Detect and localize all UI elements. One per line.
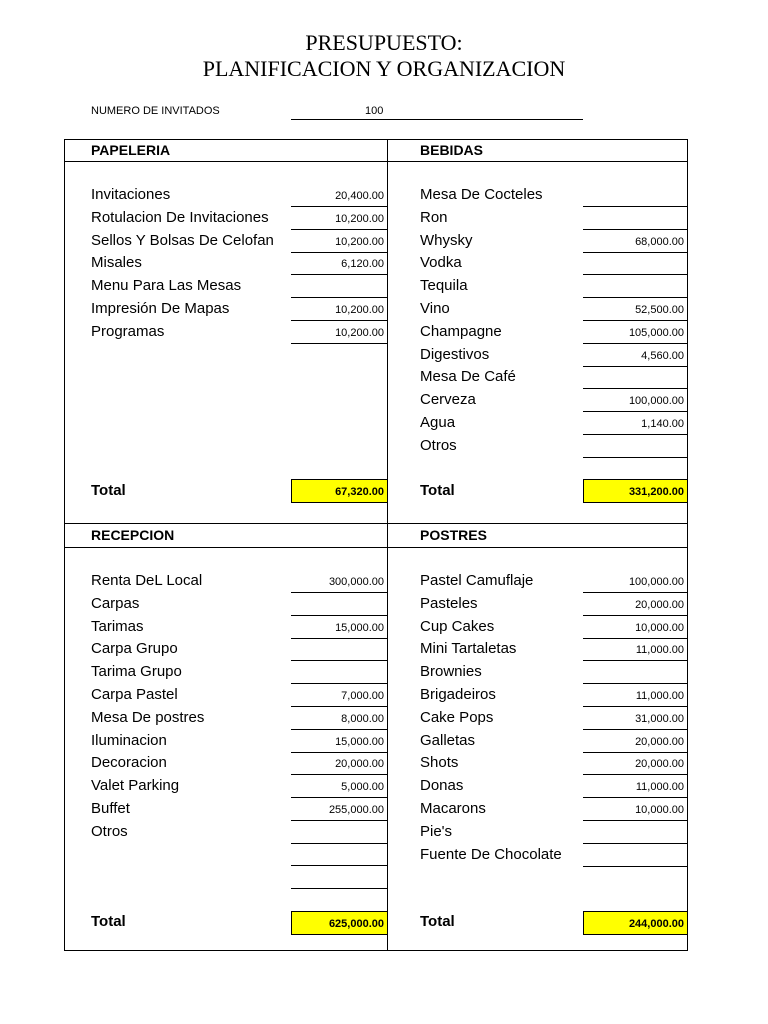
postres-item-label: Fuente De Chocolate [420,845,562,863]
postres-item-value: 11,000.00 [635,644,684,657]
bebidas-item-label: Digestivos [420,345,490,363]
bebidas-item-value: 52,500.00 [635,304,684,316]
recepcion-item-underline [291,615,387,616]
recepcion-item-underline [291,729,387,730]
table-top-border [64,139,688,140]
page-title: PRESUPUESTO: [305,30,463,55]
postres-item-underline [583,683,687,684]
bebidas-item-underline [583,320,687,321]
table-right-border [687,139,688,951]
blank-row-line [291,865,387,866]
recepcion-item-label: Valet Parking [91,777,180,795]
papeleria-item-label: Programas [91,322,165,340]
postres-item-label: Shots [420,754,459,772]
recepcion-item-value: 8,000.00 [341,712,384,725]
postres-item-label: Cake Pops [420,708,494,726]
bebidas-item-value: 68,000.00 [635,235,684,248]
postres-item-label: Brownies [420,663,482,681]
recepcion-item-underline [291,843,387,844]
recepcion-item-underline [291,683,387,684]
postres-item-value: 20,000.00 [635,598,684,611]
recepcion-item-value: 5,000.00 [341,781,384,794]
recepcion-item-value: 20,000.00 [335,758,384,771]
postres-item-label: Galletas [420,731,476,749]
recepcion-item-label: Buffet [91,800,130,817]
recepcion-item-underline [291,592,387,593]
postres-item-label: Cup Cakes [420,617,495,635]
papeleria-item-value: 10,200.00 [335,326,384,339]
recepcion-item-label: Mesa De postres [91,708,205,726]
recepcion-item-value: 15,000.00 [335,621,384,634]
recepcion-item-label: Renta DeL Local [91,572,203,589]
papeleria-item-underline [291,206,387,207]
header-separator-top [64,161,688,162]
recepcion-item-label: Tarimas [91,617,144,635]
bebidas-item-underline [583,457,687,458]
postres-item-label: Pastel Camuflaje [420,572,534,589]
postres-item-value: 31,000.00 [635,712,684,725]
bebidas-item-value: 105,000.00 [628,326,684,339]
bebidas-item-label: Whysky [420,231,473,249]
postres-item-label: Macarons [420,800,486,817]
papeleria-item-label: Sellos Y Bolsas De Celofan [91,231,274,249]
postres-item-value: 20,000.00 [635,735,684,748]
recepcion-item-value: 15,000.00 [335,735,384,748]
postres-item-underline [583,660,687,661]
papeleria-item-label: Rotulacion De Invitaciones [91,208,269,226]
recepcion-item-value: 300,000.00 [328,576,384,588]
postres-item-underline [583,752,687,753]
papeleria-item-value: 10,200.00 [335,304,384,316]
postres-item-value: 100,000.00 [628,576,684,588]
postres-item-underline [583,843,687,844]
papeleria-item-value: 20,400.00 [335,190,384,202]
recepcion-item-label: Tarima Grupo [91,663,182,681]
papeleria-item-underline [291,229,387,230]
bebidas-item-value: 1,140.00 [641,418,684,430]
papeleria-item-underline [291,320,387,321]
recepcion-header: RECEPCION [91,527,175,543]
recepcion-item-underline [291,638,387,639]
bebidas-item-label: Mesa De Café [420,368,516,386]
bebidas-item-label: Tequila [420,277,468,295]
recepcion-item-value: 7,000.00 [341,690,384,702]
papeleria-item-value: 6,120.00 [341,258,384,271]
recepcion-total-box [291,911,388,935]
papeleria-item-underline [291,274,387,275]
bebidas-total-value: 331,200.00 [628,486,684,498]
bebidas-item-label: Champagne [420,322,502,340]
papeleria-total-box [291,479,388,503]
bebidas-item-underline [583,206,687,207]
postres-item-underline [583,820,687,821]
postres-item-value: 11,000.00 [635,690,684,702]
postres-item-underline [583,706,687,707]
bebidas-item-label: Ron [420,208,448,226]
bebidas-item-underline [583,229,687,230]
header-separator-bottom [64,547,688,548]
bebidas-item-label: Vino [420,300,450,317]
bebidas-item-underline [583,411,687,412]
papeleria-header: PAPELERIA [91,142,171,158]
recepcion-item-value: 255,000.00 [328,804,384,816]
postres-item-value: 20,000.00 [635,758,684,771]
bebidas-item-value: 4,560.00 [641,349,684,362]
table-bottom-border [64,950,688,951]
recepcion-item-label: Carpa Grupo [91,640,178,658]
recepcion-item-underline [291,820,387,821]
table-center-border [387,139,388,951]
postres-header: POSTRES [420,527,487,543]
postres-item-underline [583,774,687,775]
papeleria-total-label: Total [91,482,126,499]
postres-item-label: Pasteles [420,594,478,612]
postres-item-underline [583,729,687,730]
papeleria-total-value: 67,320.00 [335,486,384,498]
postres-item-underline [583,638,687,639]
guests-underline [291,119,583,120]
bebidas-item-underline [583,434,687,435]
papeleria-item-label: Misales [91,254,142,272]
bebidas-item-value: 100,000.00 [628,395,684,408]
page-subtitle-clip [0,56,768,81]
papeleria-item-underline [291,343,387,344]
recepcion-item-label: Iluminacion [91,731,167,749]
bebidas-header: BEBIDAS [420,142,484,158]
recepcion-item-underline [291,706,387,707]
papeleria-item-underline [291,252,387,253]
section-divider [64,523,688,524]
bebidas-item-label: Vodka [420,254,462,272]
bebidas-item-underline [583,297,687,298]
bebidas-item-underline [583,274,687,275]
recepcion-item-underline [291,797,387,798]
recepcion-item-underline [291,774,387,775]
recepcion-item-underline [291,660,387,661]
papeleria-item-label: Menu Para Las Mesas [91,277,242,295]
postres-item-underline [583,615,687,616]
postres-item-label: Donas [420,777,464,795]
recepcion-item-label: Carpas [91,594,140,612]
bebidas-item-label: Agua [420,414,456,431]
postres-total-box [583,911,688,935]
bebidas-item-underline [583,343,687,344]
postres-total-label: Total [420,913,455,930]
bebidas-total-label: Total [420,482,455,499]
bebidas-item-label: Otros [420,436,457,454]
papeleria-item-value: 10,200.00 [335,235,384,248]
postres-item-value: 11,000.00 [635,781,684,794]
table-left-border [64,139,65,951]
guests-value: 100 [365,105,384,117]
bebidas-item-underline [583,366,687,367]
blank-row-line [291,888,387,889]
bebidas-total-box [583,479,688,503]
postres-item-label: Brigadeiros [420,686,496,703]
recepcion-item-label: Carpa Pastel [91,686,178,703]
postres-item-underline [583,592,687,593]
postres-item-underline [583,797,687,798]
postres-item-value: 10,000.00 [635,621,684,634]
guests-label: NUMERO DE INVITADOS [91,105,220,117]
bebidas-item-underline [583,252,687,253]
papeleria-item-value: 10,200.00 [335,212,384,225]
postres-item-value: 10,000.00 [635,804,684,816]
papeleria-item-label: Impresión De Mapas [91,300,230,317]
postres-item-label: Mini Tartaletas [420,640,517,658]
recepcion-total-label: Total [91,913,126,930]
recepcion-item-label: Otros [91,822,128,840]
postres-item-underline [583,866,687,867]
postres-item-label: Pie's [420,822,453,840]
recepcion-total-value: 625,000.00 [328,918,384,930]
recepcion-item-underline [291,752,387,753]
recepcion-item-label: Decoracion [91,754,167,772]
bebidas-item-label: Cerveza [420,391,476,409]
bebidas-item-label: Mesa De Cocteles [420,186,543,203]
papeleria-item-label: Invitaciones [91,186,171,203]
papeleria-item-underline [291,297,387,298]
bebidas-item-underline [583,388,687,389]
page-subtitle: PLANIFICACION Y ORGANIZACION [202,56,566,81]
postres-total-value: 244,000.00 [628,918,684,930]
